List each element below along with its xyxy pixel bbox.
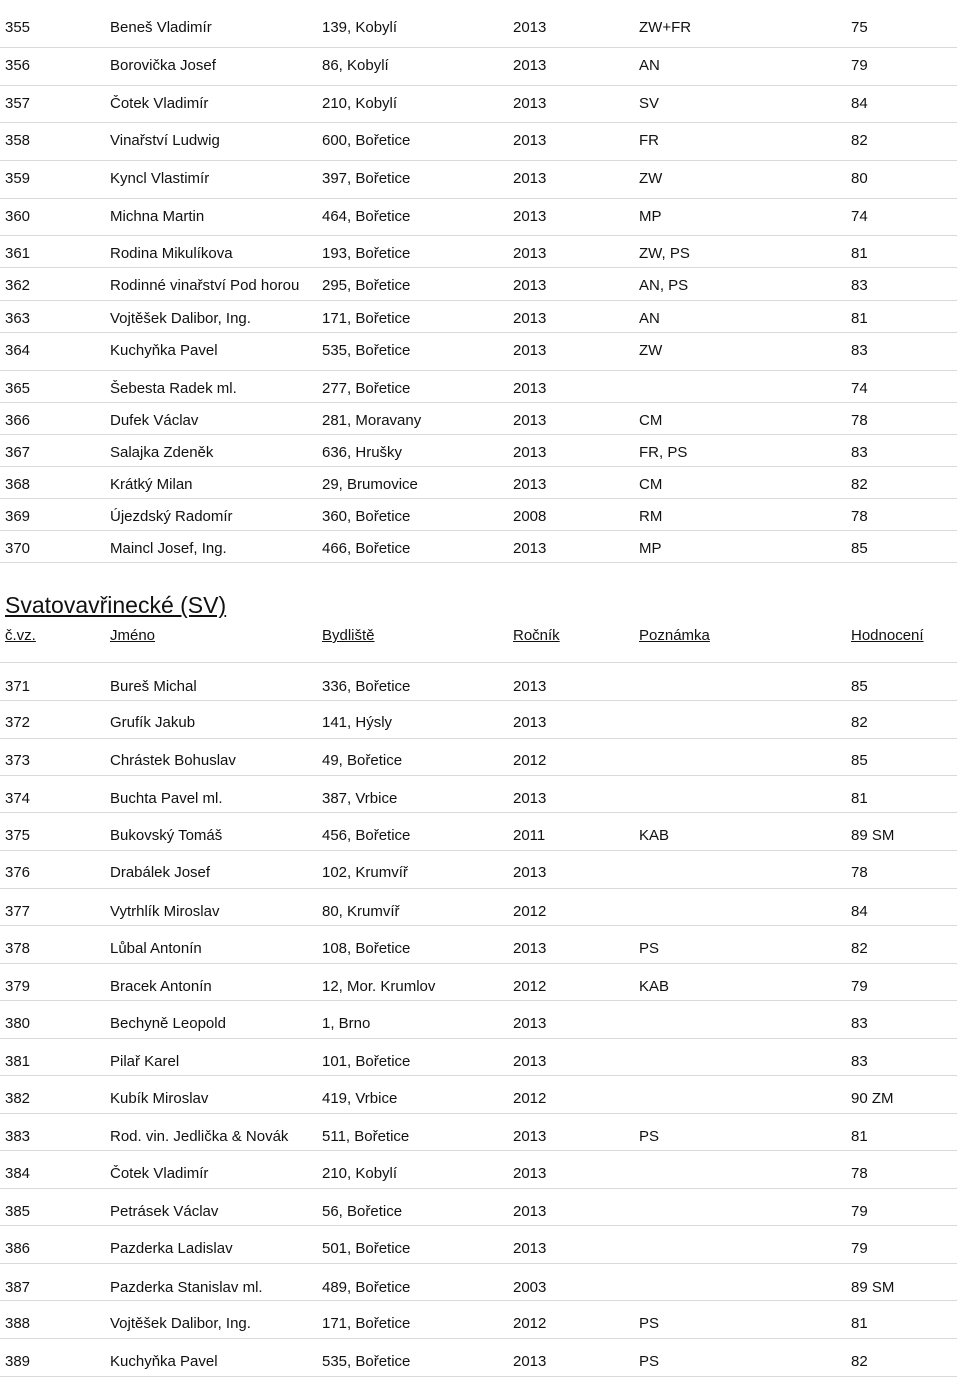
cell-address: 1, Brno — [322, 1015, 371, 1032]
cell-score: 81 — [851, 310, 868, 327]
table-row — [0, 498, 957, 531]
cell-name: Rodina Mikulíkova — [110, 245, 233, 262]
table-row — [0, 1300, 957, 1339]
table-row — [0, 1000, 957, 1039]
cell-vintage: 2013 — [513, 95, 547, 112]
cell-vintage: 2013 — [513, 476, 547, 493]
cell-note: AN — [639, 310, 660, 327]
cell-note: FR, PS — [639, 444, 688, 461]
cell-name: Vojtěšek Dalibor, Ing. — [110, 310, 251, 327]
cell-note: MP — [639, 540, 662, 557]
cell-score: 79 — [851, 978, 868, 995]
table-row — [0, 370, 957, 403]
cell-note: CM — [639, 476, 663, 493]
cell-name: Čotek Vladimír — [110, 1165, 209, 1182]
cell-vintage: 2013 — [513, 132, 547, 149]
cell-name: Lůbal Antonín — [110, 940, 202, 957]
section-title: Svatovavřinecké (SV) — [5, 592, 227, 618]
cell-note: ZW — [639, 170, 663, 187]
table-row — [0, 267, 957, 301]
header-sample-number: č.vz. — [5, 627, 36, 644]
cell-vintage: 2013 — [513, 208, 547, 225]
cell-address: 171, Bořetice — [322, 1315, 411, 1332]
cell-score: 82 — [851, 940, 868, 957]
cell-note: PS — [639, 1128, 660, 1145]
cell-address: 56, Bořetice — [322, 1203, 403, 1220]
cell-name: Beneš Vladimír — [110, 19, 212, 36]
table-row — [0, 85, 957, 123]
table-row — [0, 775, 957, 813]
cell-score: 79 — [851, 57, 868, 74]
cell-sample-number: 359 — [5, 170, 31, 187]
cell-name: Kuchyňka Pavel — [110, 1353, 218, 1370]
cell-vintage: 2013 — [513, 170, 547, 187]
cell-vintage: 2012 — [513, 903, 547, 920]
cell-address: 466, Bořetice — [322, 540, 411, 557]
cell-name: Rodinné vinařství Pod horou — [110, 277, 300, 294]
cell-note: PS — [639, 1353, 660, 1370]
cell-note: AN — [639, 57, 660, 74]
cell-name: Borovička Josef — [110, 57, 216, 74]
cell-vintage: 2013 — [513, 1203, 547, 1220]
cell-vintage: 2011 — [513, 827, 546, 844]
cell-address: 600, Bořetice — [322, 132, 411, 149]
cell-note: SV — [639, 95, 660, 112]
cell-address: 139, Kobylí — [322, 19, 398, 36]
cell-name: Rod. vin. Jedlička & Novák — [110, 1128, 289, 1145]
cell-address: 171, Bořetice — [322, 310, 411, 327]
cell-address: 141, Hýsly — [322, 714, 393, 731]
cell-score: 78 — [851, 508, 868, 525]
cell-vintage: 2012 — [513, 978, 547, 995]
cell-score: 84 — [851, 95, 868, 112]
cell-sample-number: 374 — [5, 790, 31, 807]
cell-name: Pazderka Stanislav ml. — [110, 1279, 263, 1296]
cell-vintage: 2013 — [513, 277, 547, 294]
table-row — [0, 530, 957, 563]
cell-score: 78 — [851, 412, 868, 429]
cell-sample-number: 386 — [5, 1240, 31, 1257]
table-row — [0, 402, 957, 435]
cell-name: Krátký Milan — [110, 476, 193, 493]
cell-score: 89 SM — [851, 827, 895, 844]
table-row — [0, 888, 957, 926]
cell-sample-number: 355 — [5, 19, 31, 36]
cell-score: 85 — [851, 678, 868, 695]
table-row — [0, 1225, 957, 1264]
cell-sample-number: 372 — [5, 714, 31, 731]
cell-score: 85 — [851, 752, 868, 769]
cell-name: Petrásek Václav — [110, 1203, 219, 1220]
cell-vintage: 2013 — [513, 940, 547, 957]
cell-name: Bracek Antonín — [110, 978, 212, 995]
cell-score: 83 — [851, 1015, 868, 1032]
table-row — [0, 122, 957, 161]
cell-address: 193, Bořetice — [322, 245, 411, 262]
cell-score: 79 — [851, 1240, 868, 1257]
cell-score: 83 — [851, 342, 868, 359]
cell-name: Šebesta Radek ml. — [110, 380, 237, 397]
cell-name: Maincl Josef, Ing. — [110, 540, 227, 557]
cell-sample-number: 367 — [5, 444, 31, 461]
table-row — [0, 1263, 957, 1301]
cell-vintage: 2013 — [513, 444, 547, 461]
cell-vintage: 2013 — [513, 380, 547, 397]
cell-note: ZW, PS — [639, 245, 690, 262]
cell-name: Bechyně Leopold — [110, 1015, 226, 1032]
cell-sample-number: 377 — [5, 903, 31, 920]
cell-score: 80 — [851, 170, 868, 187]
cell-note: ZW+FR — [639, 19, 692, 36]
cell-address: 101, Bořetice — [322, 1053, 411, 1070]
cell-name: Kyncl Vlastimír — [110, 170, 210, 187]
table-row — [0, 850, 957, 889]
cell-vintage: 2013 — [513, 57, 547, 74]
header-note: Poznámka — [639, 627, 710, 644]
cell-vintage: 2013 — [513, 1165, 547, 1182]
cell-sample-number: 357 — [5, 95, 31, 112]
cell-name: Drabálek Josef — [110, 864, 211, 881]
cell-sample-number: 387 — [5, 1279, 31, 1296]
table-row — [0, 662, 957, 701]
cell-address: 281, Moravany — [322, 412, 422, 429]
cell-score: 78 — [851, 864, 868, 881]
cell-sample-number: 389 — [5, 1353, 31, 1370]
header-address: Bydliště — [322, 627, 375, 644]
cell-note: CM — [639, 412, 663, 429]
cell-score: 81 — [851, 790, 868, 807]
cell-score: 89 SM — [851, 1279, 895, 1296]
cell-name: Salajka Zdeněk — [110, 444, 214, 461]
cell-score: 90 ZM — [851, 1090, 894, 1107]
cell-vintage: 2008 — [513, 508, 547, 525]
cell-vintage: 2013 — [513, 1053, 547, 1070]
cell-score: 83 — [851, 1053, 868, 1070]
cell-name: Pazderka Ladislav — [110, 1240, 233, 1257]
cell-address: 456, Bořetice — [322, 827, 411, 844]
cell-name: Bukovský Tomáš — [110, 827, 223, 844]
table-row — [0, 434, 957, 467]
cell-sample-number: 369 — [5, 508, 31, 525]
cell-note: KAB — [639, 827, 670, 844]
cell-score: 82 — [851, 1353, 868, 1370]
cell-sample-number: 382 — [5, 1090, 31, 1107]
table-row — [0, 1150, 957, 1189]
cell-name: Michna Martin — [110, 208, 205, 225]
cell-note: PS — [639, 1315, 660, 1332]
table-row — [0, 700, 957, 739]
cell-address: 49, Bořetice — [322, 752, 403, 769]
table-row — [0, 812, 957, 851]
cell-vintage: 2013 — [513, 678, 547, 695]
cell-name: Buchta Pavel ml. — [110, 790, 223, 807]
header-score: Hodnocení — [851, 627, 924, 644]
cell-sample-number: 371 — [5, 678, 31, 695]
table-row — [0, 1038, 957, 1076]
cell-name: Grufík Jakub — [110, 714, 196, 731]
table-header-row — [0, 626, 957, 663]
cell-address: 464, Bořetice — [322, 208, 411, 225]
cell-score: 83 — [851, 277, 868, 294]
cell-address: 535, Bořetice — [322, 1353, 411, 1370]
cell-address: 419, Vrbice — [322, 1090, 398, 1107]
cell-address: 295, Bořetice — [322, 277, 411, 294]
cell-sample-number: 370 — [5, 540, 31, 557]
table-row — [0, 738, 957, 776]
cell-address: 210, Kobylí — [322, 95, 398, 112]
cell-address: 387, Vrbice — [322, 790, 398, 807]
cell-address: 636, Hrušky — [322, 444, 403, 461]
cell-note: ZW — [639, 342, 663, 359]
cell-name: Kuchyňka Pavel — [110, 342, 218, 359]
cell-name: Kubík Miroslav — [110, 1090, 209, 1107]
cell-name: Pilař Karel — [110, 1053, 180, 1070]
cell-vintage: 2012 — [513, 1090, 547, 1107]
cell-vintage: 2013 — [513, 19, 547, 36]
cell-address: 336, Bořetice — [322, 678, 411, 695]
table-row — [0, 160, 957, 199]
cell-vintage: 2013 — [513, 1015, 547, 1032]
cell-address: 501, Bořetice — [322, 1240, 411, 1257]
cell-sample-number: 376 — [5, 864, 31, 881]
cell-score: 79 — [851, 1203, 868, 1220]
cell-sample-number: 379 — [5, 978, 31, 995]
cell-name: Vinařství Ludwig — [110, 132, 220, 149]
cell-address: 489, Bořetice — [322, 1279, 411, 1296]
cell-address: 397, Bořetice — [322, 170, 411, 187]
cell-vintage: 2013 — [513, 1240, 547, 1257]
cell-address: 210, Kobylí — [322, 1165, 398, 1182]
cell-vintage: 2013 — [513, 310, 547, 327]
cell-name: Vytrhlík Miroslav — [110, 903, 220, 920]
cell-sample-number: 373 — [5, 752, 31, 769]
cell-score: 81 — [851, 245, 868, 262]
cell-sample-number: 362 — [5, 277, 31, 294]
cell-sample-number: 384 — [5, 1165, 31, 1182]
cell-sample-number: 375 — [5, 827, 31, 844]
table-row — [0, 300, 957, 333]
cell-score: 75 — [851, 19, 868, 36]
cell-sample-number: 361 — [5, 245, 31, 262]
cell-sample-number: 364 — [5, 342, 31, 359]
cell-score: 81 — [851, 1315, 868, 1332]
cell-vintage: 2013 — [513, 540, 547, 557]
cell-note: PS — [639, 940, 660, 957]
table-row — [0, 235, 957, 268]
cell-sample-number: 365 — [5, 380, 31, 397]
table-row — [0, 198, 957, 236]
table-row — [0, 1075, 957, 1114]
cell-address: 108, Bořetice — [322, 940, 411, 957]
cell-vintage: 2012 — [513, 752, 547, 769]
cell-sample-number: 388 — [5, 1315, 31, 1332]
cell-score: 78 — [851, 1165, 868, 1182]
cell-address: 360, Bořetice — [322, 508, 411, 525]
cell-name: Vojtěšek Dalibor, Ing. — [110, 1315, 251, 1332]
cell-sample-number: 360 — [5, 208, 31, 225]
cell-vintage: 2013 — [513, 714, 547, 731]
table-row — [0, 963, 957, 1001]
cell-score: 81 — [851, 1128, 868, 1145]
cell-sample-number: 380 — [5, 1015, 31, 1032]
cell-note: FR — [639, 132, 659, 149]
cell-sample-number: 366 — [5, 412, 31, 429]
cell-name: Chrástek Bohuslav — [110, 752, 236, 769]
cell-score: 82 — [851, 714, 868, 731]
cell-score: 74 — [851, 380, 868, 397]
table-row — [0, 925, 957, 964]
cell-score: 74 — [851, 208, 868, 225]
cell-vintage: 2013 — [513, 342, 547, 359]
cell-vintage: 2013 — [513, 1128, 547, 1145]
cell-address: 511, Bořetice — [322, 1128, 410, 1145]
cell-vintage: 2013 — [513, 864, 547, 881]
cell-name: Bureš Michal — [110, 678, 197, 695]
cell-note: RM — [639, 508, 663, 525]
cell-address: 277, Bořetice — [322, 380, 411, 397]
cell-address: 86, Kobylí — [322, 57, 389, 74]
table-row — [0, 47, 957, 86]
cell-vintage: 2013 — [513, 245, 547, 262]
cell-score: 83 — [851, 444, 868, 461]
cell-note: KAB — [639, 978, 670, 995]
cell-address: 80, Krumvíř — [322, 903, 400, 920]
cell-name: Dufek Václav — [110, 412, 199, 429]
cell-score: 84 — [851, 903, 868, 920]
cell-address: 102, Krumvíř — [322, 864, 408, 881]
cell-vintage: 2013 — [513, 1353, 547, 1370]
table-row — [0, 1338, 957, 1377]
cell-note: MP — [639, 208, 662, 225]
cell-sample-number: 378 — [5, 940, 31, 957]
cell-note: AN, PS — [639, 277, 689, 294]
table-row — [0, 1188, 957, 1226]
table-row — [0, 0, 957, 48]
cell-sample-number: 385 — [5, 1203, 31, 1220]
header-vintage: Ročník — [513, 627, 560, 644]
cell-vintage: 2013 — [513, 790, 547, 807]
cell-address: 29, Brumovice — [322, 476, 418, 493]
cell-sample-number: 363 — [5, 310, 31, 327]
cell-vintage: 2013 — [513, 412, 547, 429]
cell-address: 535, Bořetice — [322, 342, 411, 359]
table-row — [0, 1113, 957, 1151]
cell-sample-number: 368 — [5, 476, 31, 493]
cell-vintage: 2003 — [513, 1279, 547, 1296]
cell-vintage: 2012 — [513, 1315, 547, 1332]
cell-sample-number: 356 — [5, 57, 31, 74]
table-row — [0, 466, 957, 499]
cell-name: Újezdský Radomír — [110, 508, 233, 525]
table-row — [0, 332, 957, 371]
cell-sample-number: 383 — [5, 1128, 31, 1145]
cell-sample-number: 358 — [5, 132, 31, 149]
cell-name: Čotek Vladimír — [110, 95, 209, 112]
cell-score: 82 — [851, 132, 868, 149]
cell-score: 82 — [851, 476, 868, 493]
header-name: Jméno — [110, 627, 156, 644]
cell-score: 85 — [851, 540, 868, 557]
cell-address: 12, Mor. Krumlov — [322, 978, 436, 995]
cell-sample-number: 381 — [5, 1053, 31, 1070]
